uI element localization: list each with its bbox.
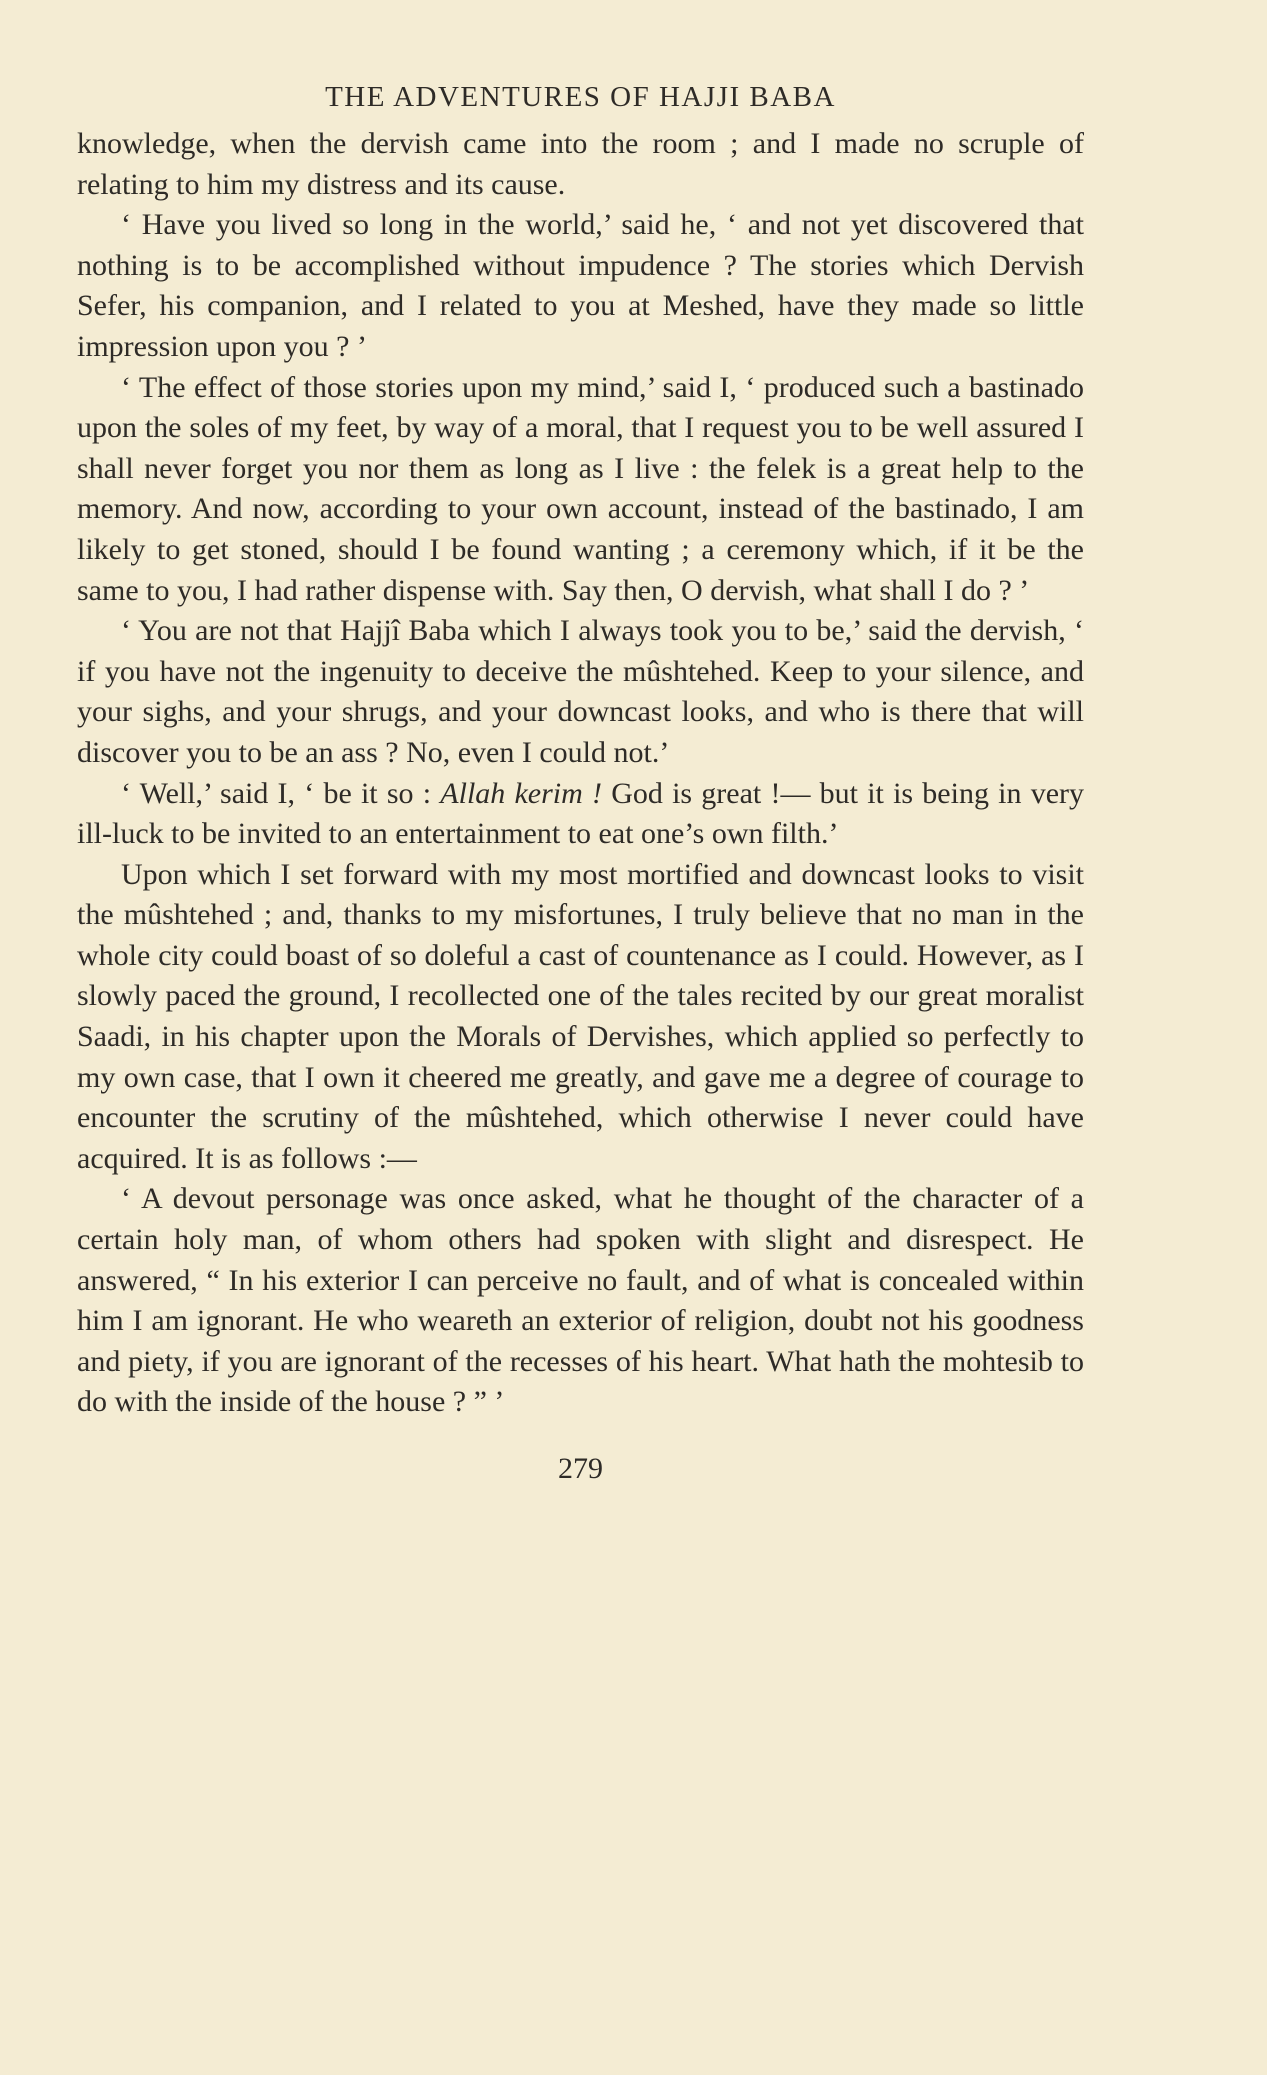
italic-phrase: Allah kerim ! — [440, 776, 602, 810]
page-number: 279 — [558, 1452, 603, 1485]
paragraph-4: ‘ You are not that Hajjî Baba which I always took you to be,’ said the dervish, ‘ if you have not the ingenuity to deceive the mûshtehed. Keep to your silence, and your sighs, and your shrugs, and your downcast looks, and who is there that will discover you to be an ass ? No, even I could not.’ — [77, 614, 1084, 769]
paragraph-7: ‘ A devout personage was once asked, what he thought of the character of a certain holy man, of whom others had spoken with slight and disrespect. He answered, “ In his exterior I can perceive no fault, and of what is concealed within him I am ignorant. He who weareth an exterior of religion, doubt not his goodness and piety, if you are ignorant of the recesses of his heart. What hath the mohtesib to do with the inside of the house ? ” ’ — [77, 1182, 1084, 1419]
book-page — [77, 72, 1084, 1489]
running-head: THE ADVENTURES OF HAJJI BABA — [325, 81, 836, 113]
paragraph-5-rest: God is great !— but it is being in very ill-luck to be invited to an entertainment to eat one’s own filth.’ — [77, 776, 1084, 851]
paragraph-1: knowledge, when the dervish came into the room ; and I made no scruple of relating to him my distress and its cause. — [77, 127, 1084, 201]
body-text — [77, 124, 1084, 1423]
paragraph-5 — [77, 774, 1084, 855]
paragraph-6: Upon which I set forward with my most mortified and downcast looks to visit the mûshtehed ; and, thanks to my misfortunes, I truly believe that no man in the whole city could boast of so doleful a cast of countenance as I could. However, as I slowly paced the ground, I recollected one of the tales recited by our great moralist Saadi, in his chapter upon the Morals of Dervishes, which applied so perfectly to my own case, that I own it cheered me greatly, and gave me a degree of courage to encounter the scrutiny of the mûshtehed, which otherwise I never could have acquired. It is as follows :— — [77, 857, 1084, 1175]
paragraph-5-lead: ‘ Well,’ said I, ‘ be it so : — [121, 776, 441, 810]
paragraph-2: ‘ Have you lived so long in the world,’ said he, ‘ and not yet discovered that nothing is to be accomplished without impudence ? The stories which Dervish Sefer, his companion, and I related to you at Meshed, have they made so little impression upon you ? ’ — [77, 208, 1084, 363]
paragraph-3: ‘ The effect of those stories upon my mind,’ said I, ‘ produced such a bastinado upon the soles of my feet, by way of a moral, that I request you to be well assured I shall never forget you nor them as long as I live : the felek is a great help to the memory. And now, according to your own account, instead of the bastinado, I am likely to get stoned, should I be found wanting ; a ceremony which, if it be the same to you, I had rather dispense with. Say then, O dervish, what shall I do ? ’ — [77, 370, 1084, 607]
